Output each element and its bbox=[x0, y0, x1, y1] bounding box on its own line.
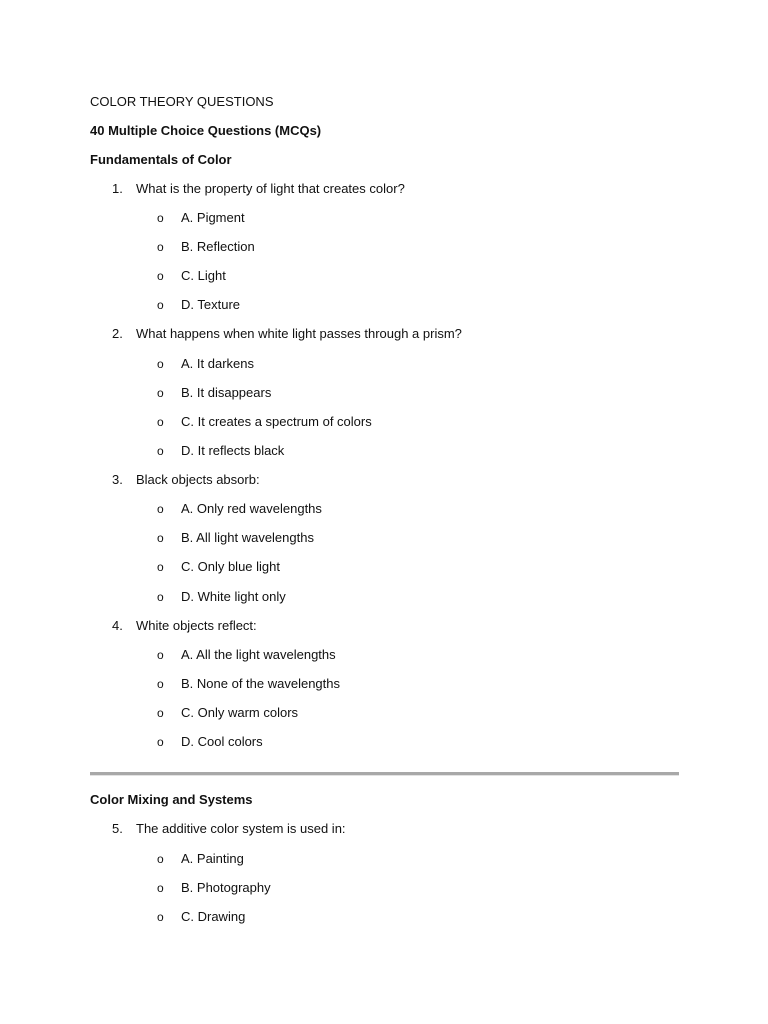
option-c: C. Only blue light bbox=[181, 559, 280, 574]
bullet-icon: o bbox=[157, 386, 164, 400]
bullet-icon: o bbox=[157, 502, 164, 516]
section-heading-mixing: Color Mixing and Systems bbox=[90, 792, 253, 807]
question-text: What happens when white light passes through a prism? bbox=[136, 326, 462, 341]
option-b: B. All light wavelengths bbox=[181, 530, 314, 545]
option-a: A. Painting bbox=[181, 851, 244, 866]
option-c: C. Drawing bbox=[181, 909, 246, 924]
bullet-icon: o bbox=[157, 677, 164, 691]
bullet-icon: o bbox=[157, 211, 164, 225]
question-number: 4. bbox=[112, 618, 123, 633]
bullet-icon: o bbox=[157, 910, 164, 924]
bullet-icon: o bbox=[157, 444, 164, 458]
option-b: B. Reflection bbox=[181, 239, 255, 254]
document-subtitle: 40 Multiple Choice Questions (MCQs) bbox=[90, 123, 322, 138]
option-a: A. Pigment bbox=[181, 210, 245, 225]
option-d: D. Texture bbox=[181, 297, 241, 312]
document-title: COLOR THEORY QUESTIONS bbox=[90, 94, 274, 109]
bullet-icon: o bbox=[157, 357, 164, 371]
bullet-icon: o bbox=[157, 648, 164, 662]
question-number: 3. bbox=[112, 472, 123, 487]
question-number: 1. bbox=[112, 181, 123, 196]
bullet-icon: o bbox=[157, 269, 164, 283]
bullet-icon: o bbox=[157, 298, 164, 312]
option-b: B. It disappears bbox=[181, 385, 272, 400]
question-text: White objects reflect: bbox=[136, 618, 257, 633]
horizontal-divider bbox=[90, 772, 679, 776]
question-number: 2. bbox=[112, 326, 123, 341]
option-c: C. It creates a spectrum of colors bbox=[181, 414, 372, 429]
bullet-icon: o bbox=[157, 706, 164, 720]
question-text: What is the property of light that creates color? bbox=[136, 181, 405, 196]
bullet-icon: o bbox=[157, 735, 164, 749]
option-c: C. Light bbox=[181, 268, 226, 283]
option-d: D. It reflects black bbox=[181, 443, 285, 458]
question-text: Black objects absorb: bbox=[136, 472, 260, 487]
bullet-icon: o bbox=[157, 415, 164, 429]
bullet-icon: o bbox=[157, 852, 164, 866]
question-number: 5. bbox=[112, 821, 123, 836]
question-text: The additive color system is used in: bbox=[136, 821, 346, 836]
option-c: C. Only warm colors bbox=[181, 705, 299, 720]
bullet-icon: o bbox=[157, 560, 164, 574]
option-a: A. Only red wavelengths bbox=[181, 501, 322, 516]
bullet-icon: o bbox=[157, 881, 164, 895]
option-a: A. All the light wavelengths bbox=[181, 647, 336, 662]
option-a: A. It darkens bbox=[181, 356, 254, 371]
option-d: D. Cool colors bbox=[181, 734, 263, 749]
section-heading-fundamentals: Fundamentals of Color bbox=[90, 152, 232, 167]
option-b: B. None of the wavelengths bbox=[181, 676, 340, 691]
option-d: D. White light only bbox=[181, 589, 286, 604]
bullet-icon: o bbox=[157, 590, 164, 604]
option-b: B. Photography bbox=[181, 880, 271, 895]
bullet-icon: o bbox=[157, 240, 164, 254]
bullet-icon: o bbox=[157, 531, 164, 545]
